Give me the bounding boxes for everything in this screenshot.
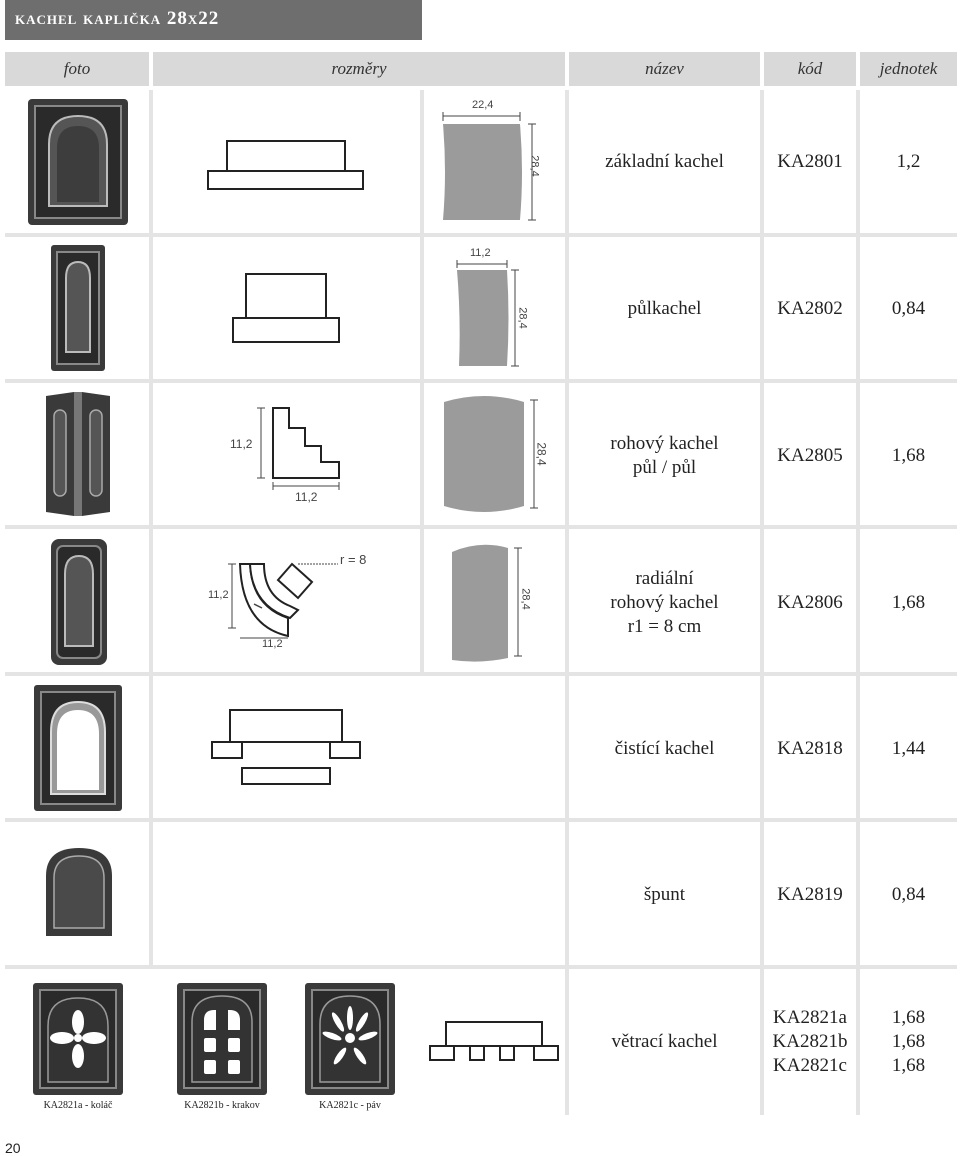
grid-line <box>5 818 957 822</box>
dim-width: 11,2 <box>295 490 318 504</box>
profile-drawing-ka2818 <box>210 708 362 790</box>
tile-photo-ka2801 <box>27 98 129 226</box>
tile-photo-ka2821a <box>32 982 124 1096</box>
col-header-foto: foto <box>5 52 149 86</box>
tile-code: KA2806 <box>777 592 843 613</box>
grid-line <box>5 525 957 529</box>
silhouette-ka2806 <box>450 542 530 664</box>
title-bar <box>5 0 422 40</box>
profile-drawing-ka2801 <box>207 140 365 192</box>
tile-name: základní kachel <box>605 151 724 172</box>
dim-height: 28,4 <box>534 442 549 466</box>
tile-name: půlkachel <box>627 298 702 319</box>
grid-line <box>5 672 957 676</box>
profile-drawing-ka2821 <box>428 1020 560 1064</box>
page-title: kachel kaplička 28x22 <box>15 8 220 29</box>
tile-units-list: 1,68 1,68 1,68 <box>891 1007 926 1076</box>
tile-photo-ka2821c <box>304 982 396 1096</box>
tile-code: KA2819 <box>777 884 843 905</box>
tile-code: KA2802 <box>777 298 843 319</box>
dim-height: 28,4 <box>516 307 529 329</box>
tile-code-list: KA2821a KA2821b KA2821c <box>772 1007 848 1076</box>
photo-caption: KA2821b - krakov <box>184 1100 260 1111</box>
tile-name: špunt <box>643 884 686 905</box>
tile-code: KA2818 <box>777 738 843 759</box>
tile-photo-ka2806 <box>50 538 108 666</box>
dim-width: 11,2 <box>262 638 283 650</box>
tile-code: KA2805 <box>777 445 843 466</box>
page-number: 20 <box>5 1140 21 1156</box>
tile-units: 1,68 <box>891 592 926 613</box>
col-header-nazev: název <box>569 52 760 86</box>
dim-width: 11,2 <box>470 247 491 259</box>
tile-units: 0,84 <box>891 884 926 905</box>
photo-caption: KA2821c - páv <box>319 1100 381 1111</box>
tile-units: 1,44 <box>891 738 926 759</box>
tile-name: rohový kachel půl / půl <box>610 433 719 478</box>
silhouette-ka2802 <box>455 258 525 370</box>
col-header-kod: kód <box>764 52 856 86</box>
tile-units: 1,2 <box>896 151 921 172</box>
grid-line <box>5 965 957 969</box>
photo-caption: KA2821a - koláč <box>43 1100 113 1111</box>
col-header-jednotek: jednotek <box>860 52 957 86</box>
col-header-rozmery: rozměry <box>153 52 565 86</box>
dim-width: 22,4 <box>472 99 494 111</box>
tile-photo-ka2805 <box>44 390 112 518</box>
tile-name: čistící kachel <box>614 738 715 759</box>
tile-photo-ka2802 <box>50 244 106 372</box>
tile-photo-ka2818 <box>33 684 123 812</box>
tile-name: radiální rohový kachel r1 = 8 cm <box>610 568 719 637</box>
grid-line <box>5 379 957 383</box>
grid-line <box>5 233 957 237</box>
tile-code: KA2801 <box>777 151 843 172</box>
profile-drawing-ka2802 <box>232 273 342 345</box>
dim-radius: r = 8 <box>340 552 367 567</box>
profile-drawing-ka2806 <box>228 558 368 644</box>
dim-depth: 11,2 <box>208 589 229 601</box>
profile-drawing-ka2805 <box>255 406 345 492</box>
tile-photo-ka2819 <box>44 846 114 938</box>
tile-units: 0,84 <box>891 298 926 319</box>
dim-height: 28,4 <box>519 588 532 610</box>
tile-photo-ka2821b <box>176 982 268 1096</box>
tile-name: větrací kachel <box>611 1031 718 1052</box>
tile-units: 1,68 <box>891 445 926 466</box>
dim-depth: 11,2 <box>230 437 253 451</box>
dim-height: 28,4 <box>528 155 541 177</box>
